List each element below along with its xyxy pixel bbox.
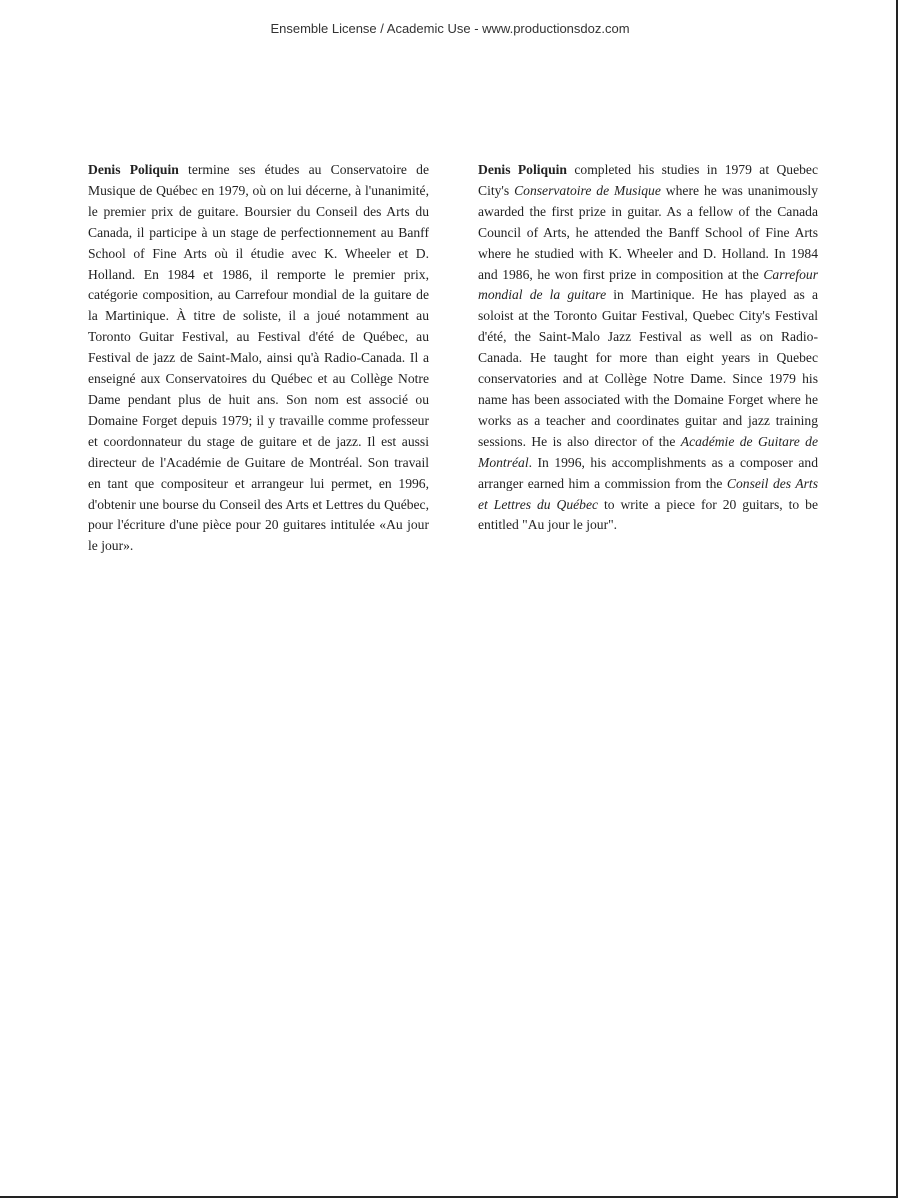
carrefour-title: Carrefour mondial de la guitare [478, 266, 818, 303]
conservatoire-title: Conservatoire de Musique [514, 182, 661, 198]
bio-name: Denis Poliquin [88, 162, 179, 177]
bio-text: to write a piece for 20 guitars, to be entitled "Au jour le jour". [478, 496, 818, 533]
bio-name: Denis Poliquin [478, 162, 567, 177]
bio-text: . In 1996, his accomplishments as a composer and arranger earned him a commission from the [478, 454, 818, 491]
bio-text: termine ses études au Conservatoire de Musique de Québec en 1979, où on lui décerne, à l'unanimité, le premier prix de guitare. Boursier du Conseil des Arts du Canada, il participe à un stage de perfectionnement au Banff School of Fine Arts où il étudie avec K. Wheeler et D. Holland. En 1984 et 1986, il remporte le premier prix, catégorie composition, au Carrefour mondial de la guitare de la Martinique. À titre de soliste, il a joué notamment au Toronto Guitar Festival, au Festival d'été de Québec, au Festival de jazz de Saint-Malo, ainsi qu'à Radio-Canada. Il a enseigné aux Conservatoires du Québec et au Collège Notre Dame pendant plus de huit ans. Son nom est associé ou Domaine Forget depuis 1979; il y travaille comme professeur et coordonnateur du stage de guitare et de jazz. Il est aussi directeur de l'Académie de Guitare de Montréal. Son travail en tant que compositeur et arrangeur lui permet, en 1996, d'obtenir une bourse du Conseil des Arts et Lettres du Québec, pour l'écriture d'une pièce pour 20 guitares intitulée «Au jour le jour». [88, 162, 429, 554]
bio-text: where he was unanimously awarded the first prize in guitar. As a fellow of the Canada Council of Arts, he attended the Banff School of Fine Arts where he studied with K. Wheeler and D. Holland. In 1984 and 1986, he won first prize in composition at the [478, 182, 818, 282]
license-header: Ensemble License / Academic Use - www.productionsdoz.com [270, 21, 630, 36]
conseil-title: Conseil des Arts et Lettres du Québec [478, 475, 818, 512]
biography-english [478, 160, 818, 536]
biography-french [88, 160, 429, 557]
academie-title: Académie de Guitare de Montréal [478, 433, 818, 470]
bio-text: in Martinique. He has played as a soloist at the Toronto Guitar Festival, Quebec City's Festival d'été, the Saint-Malo Jazz Festival as well as on Radio-Canada. He taught for more than eight years in Quebec conservatories and at Collège Notre Dame. Since 1979 his name has been associated with the Domaine Forget where he works as a teacher and coordinates guitar and jazz training sessions. He is also director of the [478, 287, 818, 449]
bio-text: completed his studies in 1979 at Quebec City's [478, 162, 818, 198]
